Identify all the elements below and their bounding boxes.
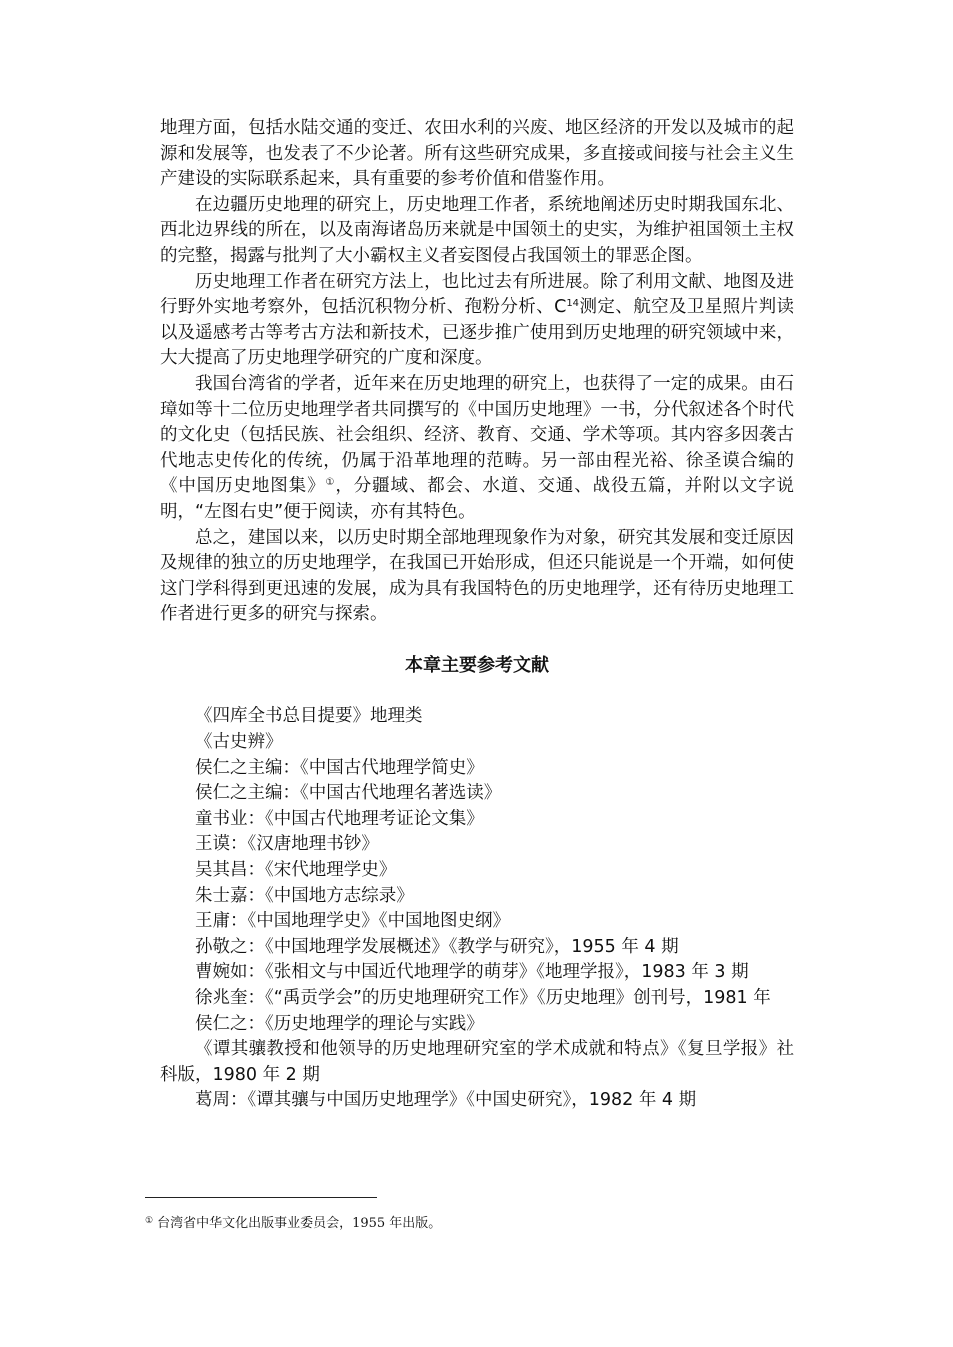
reference-item: 朱士嘉：《中国地方志综录》 bbox=[195, 885, 414, 906]
paragraph bbox=[160, 372, 794, 526]
reference-item: 侯仁之主编：《中国古代地理学简史》 bbox=[195, 757, 484, 778]
reference-item: 吴其昌：《宋代地理学史》 bbox=[195, 860, 397, 881]
paragraph bbox=[160, 270, 794, 372]
reference-list bbox=[160, 704, 794, 1114]
reference-item: 曹婉如：《张相文与中国近代地理学的萌芽》《地理学报》，1983 年 3 期 bbox=[195, 962, 749, 983]
document-page bbox=[160, 116, 794, 1114]
reference-item: 葛周：《谭其骧与中国历史地理学》《中国史研究》，1982 年 4 期 bbox=[195, 1090, 697, 1111]
footnote-reference[interactable]: ① bbox=[325, 477, 336, 489]
footnote bbox=[145, 1212, 441, 1231]
paragraph-text: 我国台湾省的学者，近年来在历史地理的研究上，也获得了一定的成果。由石璋如等十二位历史地理学者共同撰写的《中国历史地理》一书，分代叙述各个时代的文化史（包括民族、社会组织、经济、教育、交通、学术等项。其内容多因袭古代地志史传化的传统，仍属于沿革地理的范畴。另一部由程光裕、徐圣谟合编的《中国历史地图集》 bbox=[160, 373, 794, 497]
c14-label bbox=[554, 297, 579, 317]
footnote-text: 台湾省中华文化出版事业委员会，1955 年出版。 bbox=[157, 1216, 442, 1231]
paragraph-text: 测定、航空及卫星照片判读以及遥感考古等考古方法和新技术，已逐步推广使用到历史地理的研究领域中来，大大提高了历史地理学研究的广度和深度。 bbox=[160, 297, 794, 369]
reference-item: 《谭其骧教授和他领导的历史地理研究室的学术成就和特点》《复旦学报》社科版，1980 年 2 期 bbox=[160, 1039, 794, 1085]
footnote-divider bbox=[145, 1197, 377, 1198]
paragraph-text: ，分疆域、都会、水道、交通、战役五篇，并附以文字说明，“左图右史”便于阅读，亦有其特色。 bbox=[160, 476, 795, 522]
reference-item: 侯仁之：《历史地理学的理论与实践》 bbox=[195, 1013, 484, 1034]
footnote-mark: ① bbox=[145, 1216, 154, 1226]
paragraph: 总之，建国以来，以历史时期全部地理现象作为对象，研究其发展和变迁原因及规律的独立的历史地理学，在我国已开始形成，但还只能说是一个开端，如何使这门学科得到更迅速的发展，成为具有我国特色的历史地理学，还有待历史地理工作者进行更多的研究与探索。 bbox=[160, 527, 794, 625]
paragraph-text: 历史地理工作者在研究方法上，也比过去有所进展。除了利用文献、地图及进行野外实地考察外，包括沉积物分析、孢粉分析、 bbox=[160, 271, 794, 318]
section-heading: 本章主要参考文献 bbox=[405, 654, 549, 676]
reference-item: 徐兆奎：《“禹贡学会”的历史地理研究工作》《历史地理》创刊号，1981 年 bbox=[195, 988, 771, 1008]
c14-superscript: 14 bbox=[566, 298, 580, 310]
reference-item: 王谟：《汉唐地理书钞》 bbox=[195, 834, 379, 855]
paragraph: 在边疆历史地理的研究上，历史地理工作者，系统地阐述历史时期我国东北、西北边界线的所在，以及南海诸岛历来就是中国领土的史实，为维护祖国领土主权的完整，揭露与批判了大小霸权主义者妄图侵占我国领土的罪恶企图。 bbox=[160, 194, 794, 266]
reference-item: 《古史辨》 bbox=[195, 732, 283, 753]
reference-item: 王庸：《中国地理学史》《中国地图史纲》 bbox=[195, 911, 510, 932]
c14-base: C bbox=[554, 297, 567, 318]
reference-item: 侯仁之主编：《中国古代地理名著选读》 bbox=[195, 783, 502, 804]
reference-item: 童书业：《中国古代地理考证论文集》 bbox=[195, 808, 484, 829]
reference-item: 孙敬之：《中国地理学发展概述》《教学与研究》，1955 年 4 期 bbox=[195, 936, 679, 957]
reference-item: 《四库全书总目提要》地理类 bbox=[195, 706, 423, 727]
paragraph: 地理方面，包括水陆交通的变迁、农田水利的兴废、地区经济的开发以及城市的起源和发展等，也发表了不少论著。所有这些研究成果，多直接或间接与社会主义生产建设的实际联系起来，具有重要的参考价值和借鉴作用。 bbox=[160, 118, 794, 190]
